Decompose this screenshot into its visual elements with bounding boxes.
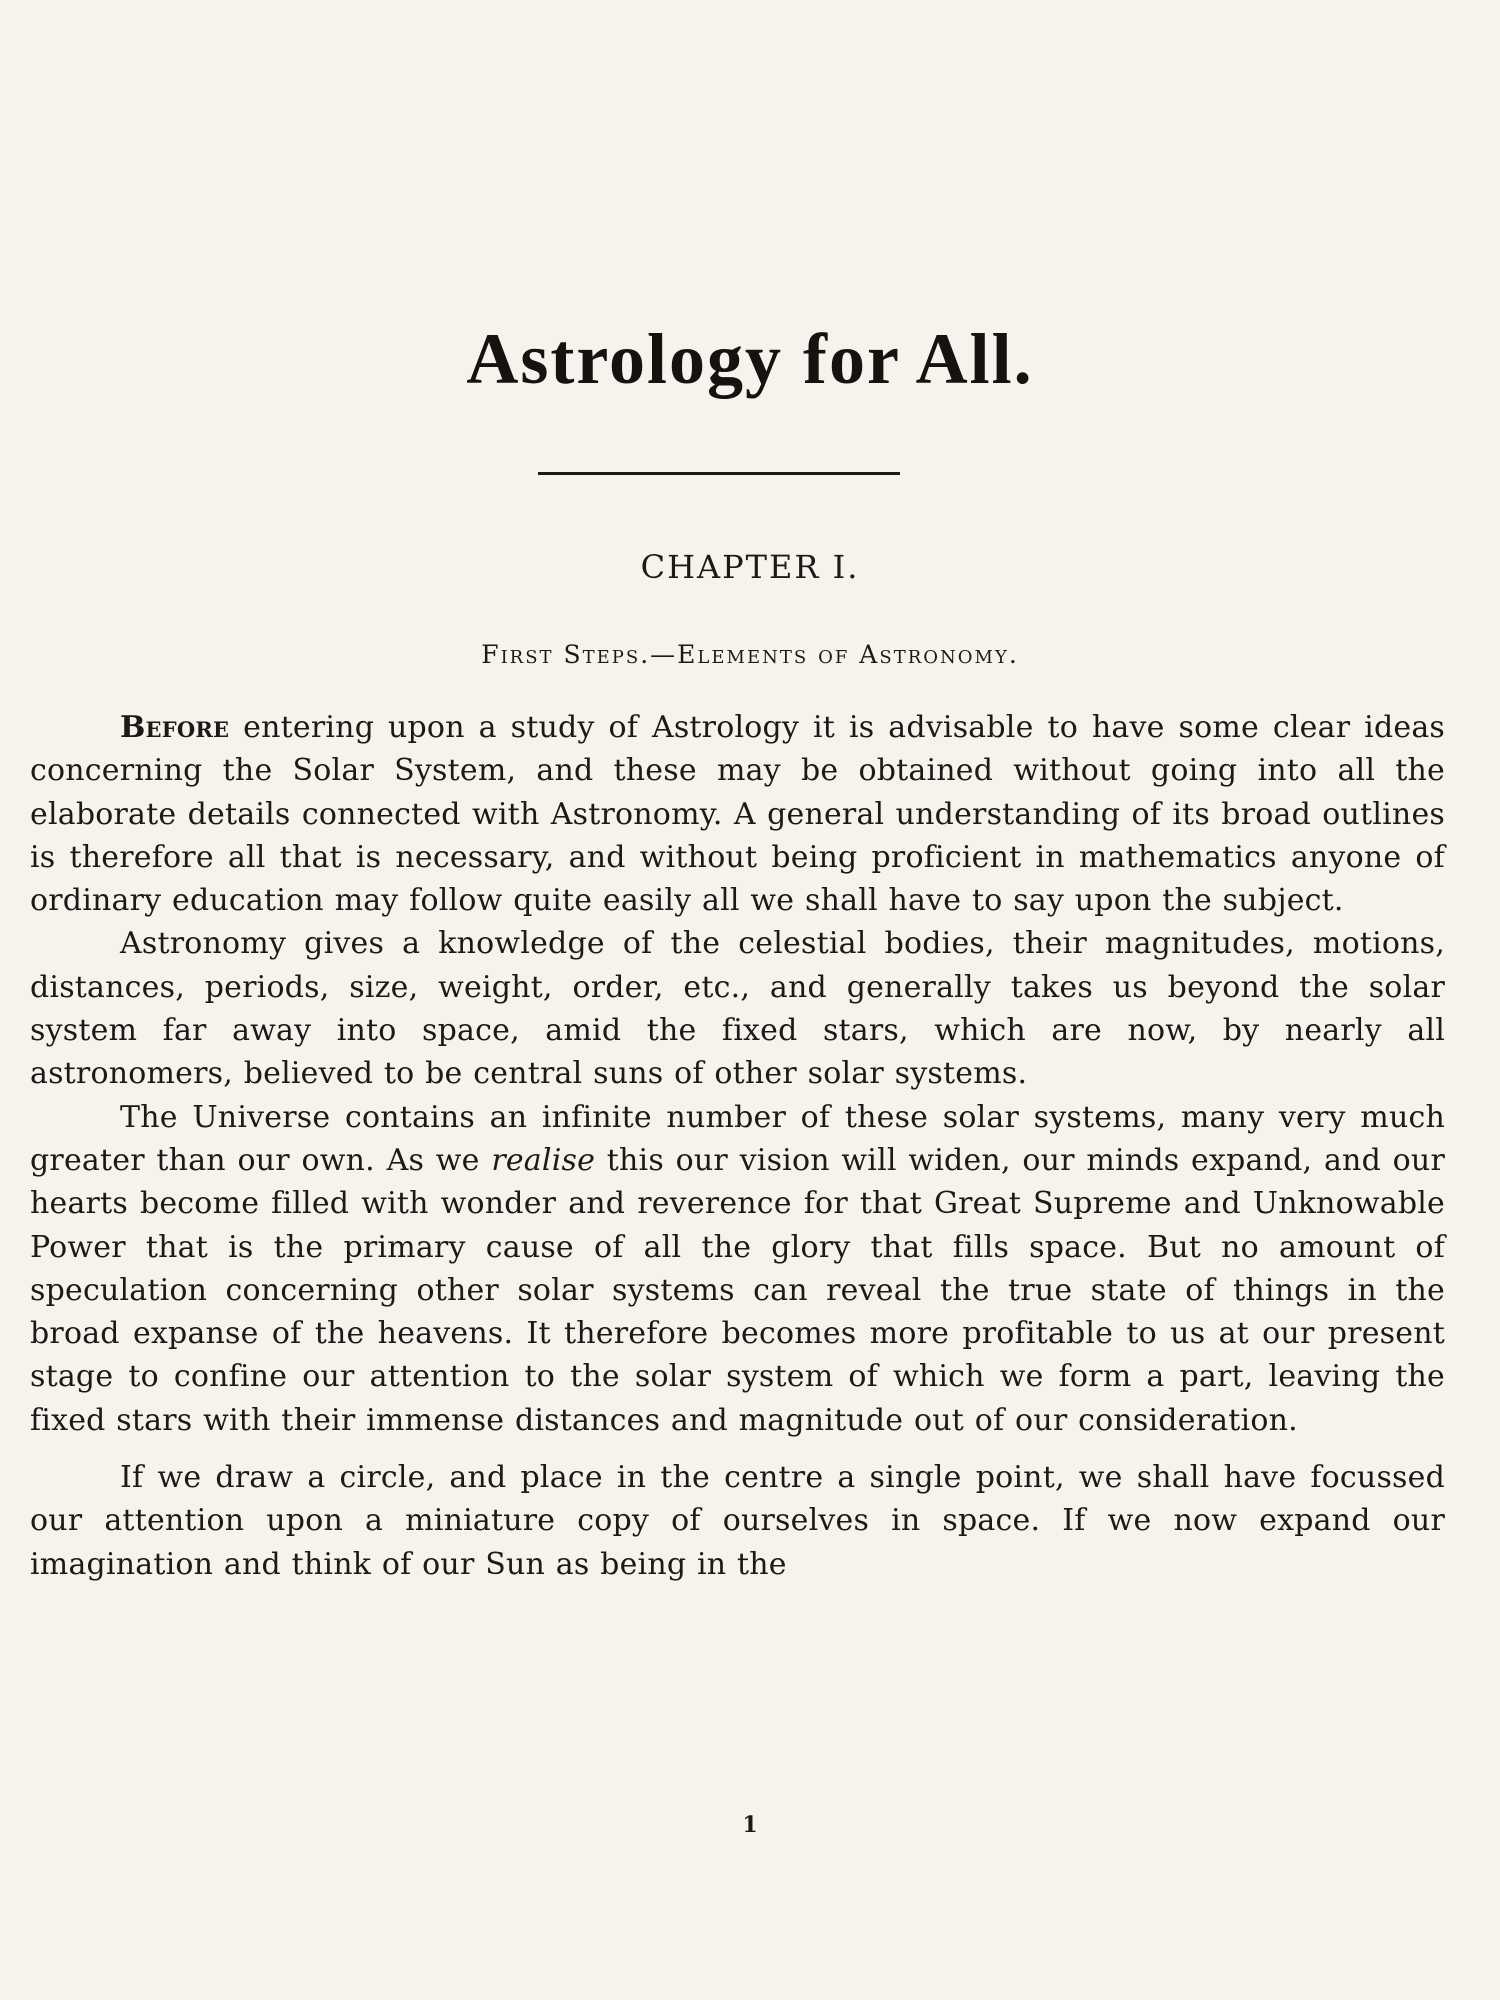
title-divider-rule — [538, 472, 900, 475]
page-number: 1 — [742, 1812, 758, 1838]
paragraph-2: Astronomy gives a knowledge of the celestial bodies, their magnitudes, motions, distances, periods, size, weight, order, etc., and generally takes us beyond the solar system far away into space, amid the fixed stars, which are now, by nearly all astronomers, believed to be central suns of other solar systems. — [30, 926, 1445, 1092]
paragraph-3-text-before: The Universe contains an infinite number of these solar systems, many very much greater than our own. As we — [30, 1099, 1445, 1178]
book-title: Astrology for All. — [466, 319, 1034, 399]
paragraph-3 — [30, 1096, 1445, 1442]
paragraph-3-emphasis: realise — [491, 1142, 596, 1178]
paragraph-1-text: entering upon a study of Astrology it is advisable to have some clear ideas concerning the Solar System, and these may be obtained without going into all the elaborate details connected with Astronomy. A general understanding of its broad outlines is therefore all that is necessary, and without being proficient in mathematics anyone of ordinary education may follow quite easily all we shall have to say upon the subject. — [30, 710, 1445, 919]
body-text — [30, 706, 1445, 1586]
paragraph-1 — [30, 706, 1445, 922]
section-heading: First Steps.—Elements of Astronomy. — [481, 640, 1019, 669]
chapter-heading: CHAPTER I. — [640, 548, 860, 586]
paragraph-3-text-after: this our vision will widen, our minds expand, and our hearts become filled with wonder and reverence for that Great Supreme and Unknowable Power that is the primary cause of all the glory that fills space. But no amount of speculation concerning other solar systems can reveal the true state of things in the broad expanse of the heavens. It therefore becomes more profitable to us at our present stage to confine our attention to the solar system of which we form a part, leaving the fixed stars with their immense distances and magnitude out of our consideration. — [30, 1142, 1445, 1438]
paragraph-1-lead-word: Before — [120, 710, 230, 745]
paragraph-4: If we draw a circle, and place in the centre a single point, we shall have focussed our attention upon a miniature copy of ourselves in space. If we now expand our imagination and think of our Sun as being in the — [30, 1460, 1445, 1582]
